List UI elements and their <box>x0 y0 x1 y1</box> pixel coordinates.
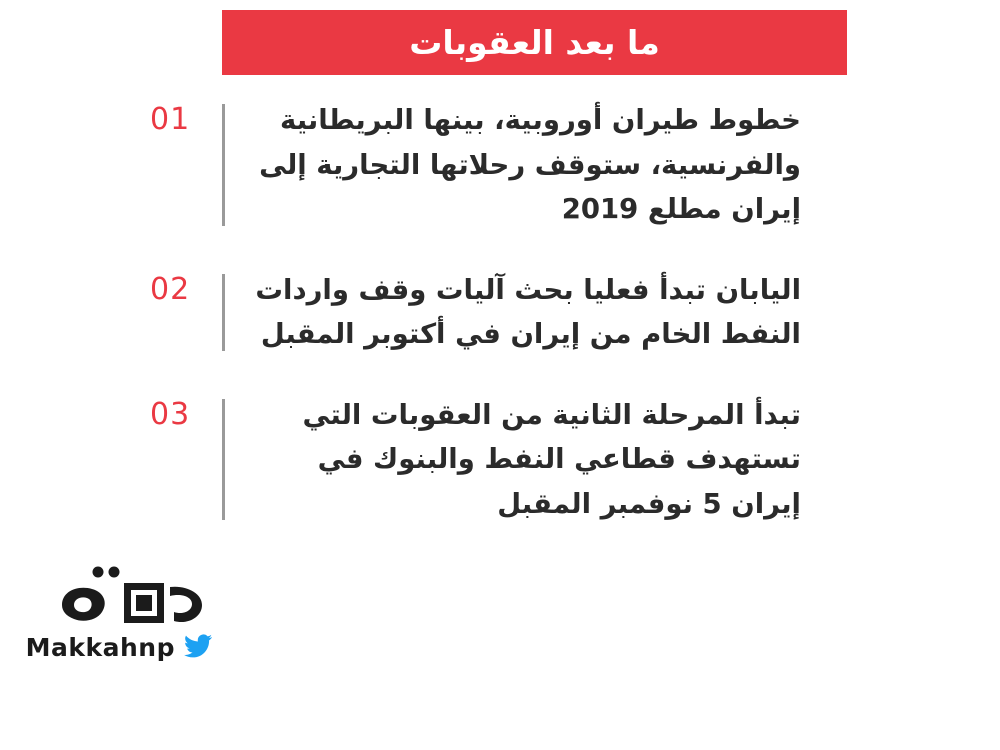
list-item-text: تبدأ المرحلة الثانية من العقوبات التي تستهدف قطاعي النفط والبنوك في إيران 5 نوفمبر المقبل <box>302 398 801 520</box>
list-item <box>150 268 860 357</box>
page-title: ما بعد العقوبات <box>409 23 660 62</box>
makkah-logo-icon <box>52 565 212 627</box>
list-item-divider <box>222 399 225 521</box>
twitter-handle-block <box>25 633 212 662</box>
list-item-number: 01 <box>150 102 191 137</box>
title-banner <box>222 10 847 75</box>
list-item-divider <box>222 104 225 226</box>
list-item-number: 02 <box>150 271 191 307</box>
list-item-text: خطوط طيران أوروبية، بينها البريطانية والفرنسية، ستوقف رحلاتها التجارية إلى إيران مطلع 2019 <box>259 104 801 226</box>
points-list <box>150 98 860 562</box>
list-item-text: اليابان تبدأ فعليا بحث آليات وقف واردات النفط الخام من إيران في أكتوبر المقبل <box>255 273 801 351</box>
list-item <box>150 393 860 527</box>
twitter-bird-icon <box>184 634 212 662</box>
twitter-handle-text: Makkahnp <box>25 633 175 662</box>
list-item <box>150 98 860 232</box>
list-item-divider <box>222 274 225 351</box>
branding-block <box>22 565 212 662</box>
list-item-number: 03 <box>150 396 191 432</box>
